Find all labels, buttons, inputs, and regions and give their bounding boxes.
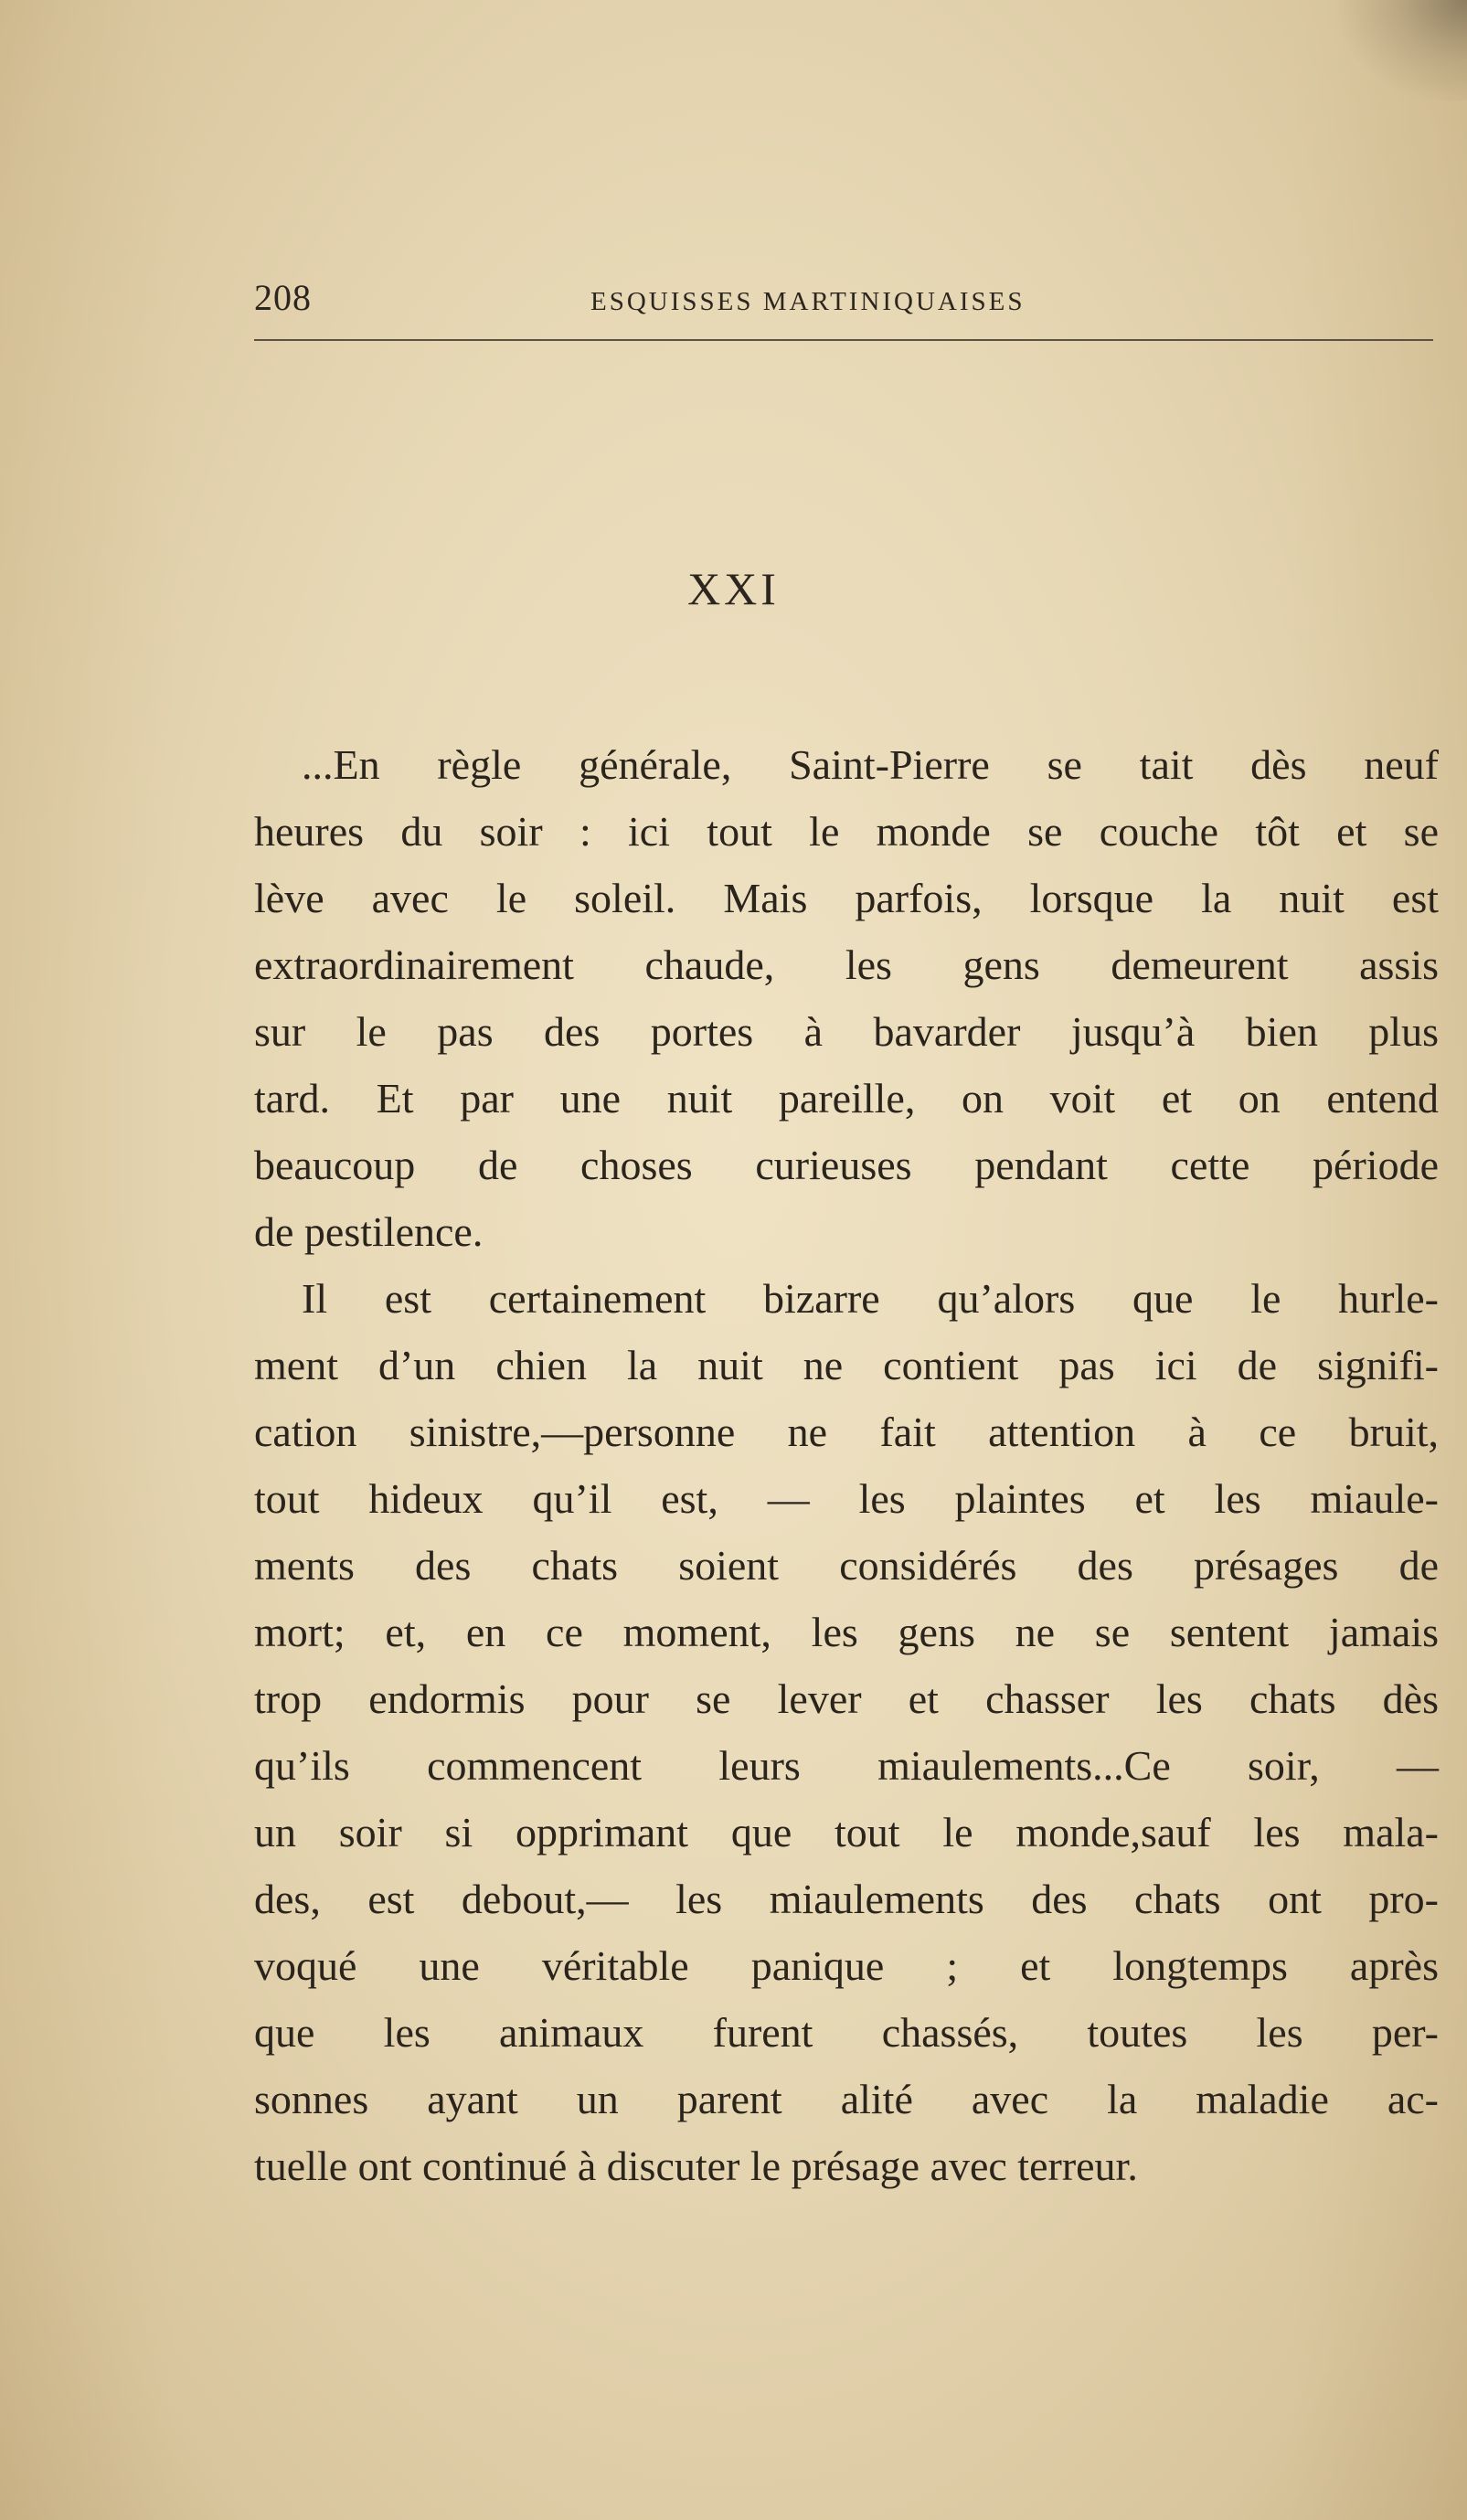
text-line: sonnes ayant un parent alité avec la maladie ac- xyxy=(254,2076,1439,2122)
text-line: qu’ils commencent leurs miaulements...Ce soir, — xyxy=(254,1742,1439,1789)
text-line: un soir si opprimant que tout le monde,sauf les mala- xyxy=(254,1809,1439,1855)
chapter-heading: XXI xyxy=(687,563,780,614)
text-line: tout hideux qu’il est, — les plaintes et les miaule- xyxy=(254,1475,1439,1522)
text-line: tard. Et par une nuit pareille, on voit et on entend xyxy=(254,1075,1439,1122)
text-line: cation sinistre,—personne ne fait attention à ce bruit, xyxy=(254,1409,1439,1455)
running-title: ESQUISSES MARTINIQUAISES xyxy=(590,287,1026,316)
text-line: trop endormis pour se lever et chasser les chats dès xyxy=(254,1675,1439,1722)
text-line: de pestilence. xyxy=(254,1208,484,1255)
body-text xyxy=(254,731,1439,2199)
text-line: ...En règle générale, Saint-Pierre se tait dès neuf xyxy=(302,741,1439,788)
page-number: 208 xyxy=(254,277,312,318)
header-rule xyxy=(254,339,1433,341)
text-line: sur le pas des portes à bavarder jusqu’à bien plus xyxy=(254,1008,1439,1055)
text-line: beaucoup de choses curieuses pendant cette période xyxy=(254,1142,1439,1188)
text-line: que les animaux furent chassés, toutes les per- xyxy=(254,2009,1439,2056)
text-line: voqué une véritable panique ; et longtemps après xyxy=(254,1942,1439,1989)
text-line: heures du soir : ici tout le monde se couche tôt et se xyxy=(254,808,1439,855)
text-line: Il est certainement bizarre qu’alors que le hurle- xyxy=(302,1275,1439,1322)
text-line: extraordinairement chaude, les gens demeurent assis xyxy=(254,941,1439,988)
text-line: mort; et, en ce moment, les gens ne se sentent jamais xyxy=(254,1609,1439,1655)
text-line: ments des chats soient considérés des présages de xyxy=(254,1542,1439,1589)
text-line: lève avec le soleil. Mais parfois, lorsque la nuit est xyxy=(254,875,1439,921)
text-line: ment d’un chien la nuit ne contient pas ici de signifi- xyxy=(254,1342,1439,1388)
page-corner-shadow xyxy=(1339,0,1467,101)
text-line: tuelle ont continué à discuter le présage avec terreur. xyxy=(254,2143,1138,2189)
running-header xyxy=(254,271,1433,325)
text-line: des, est debout,— les miaulements des chats ont pro- xyxy=(254,1876,1439,1922)
